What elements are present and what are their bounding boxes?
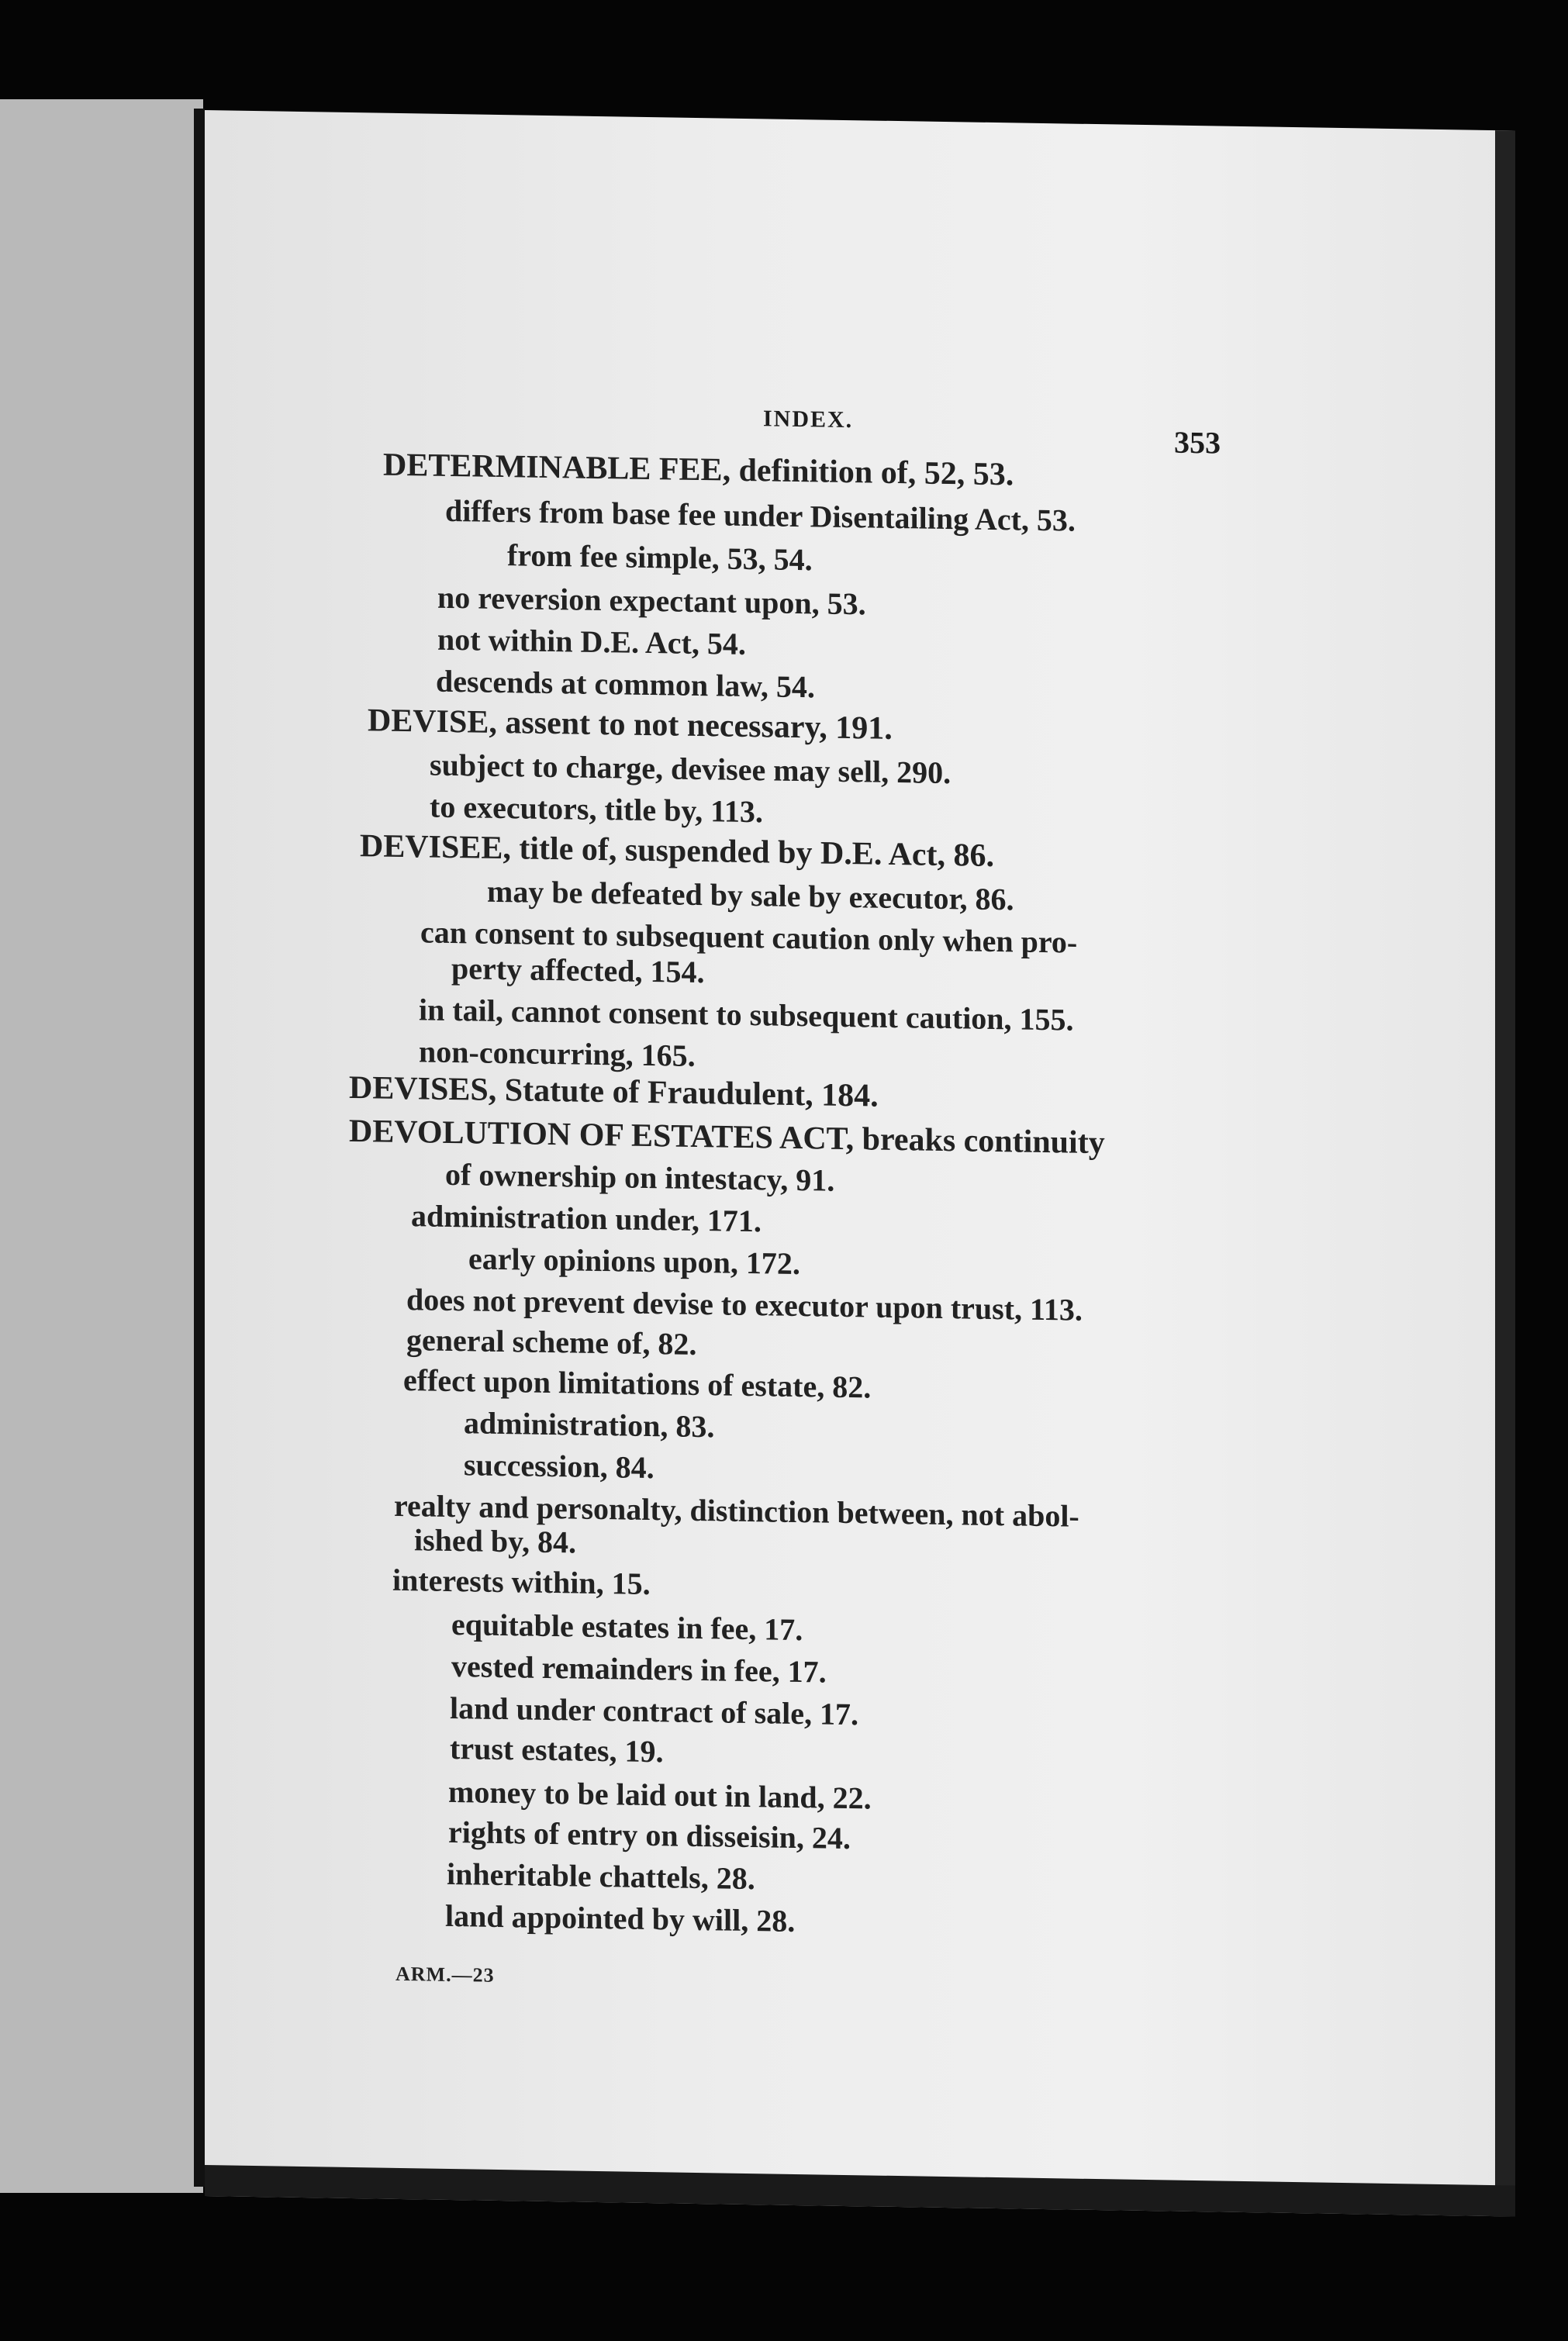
index-subentry: succession, 84. — [464, 1447, 654, 1486]
left-page-margin — [0, 99, 203, 2193]
index-subentry: early opinions upon, 172. — [468, 1241, 800, 1282]
index-subentry: vested remainders in fee, 17. — [451, 1648, 827, 1690]
index-subentry: administration under, 171. — [411, 1198, 762, 1239]
index-subentry: may be defeated by sale by executor, 86. — [487, 873, 1014, 917]
index-subentry: interests within, 15. — [392, 1562, 651, 1602]
index-subentry: equitable estates in fee, 17. — [451, 1606, 803, 1648]
index-subentry: land under contract of sale, 17. — [450, 1690, 859, 1732]
index-subentry: from fee simple, 53, 54. — [507, 537, 813, 578]
index-subentry: descends at common law, 54. — [436, 663, 815, 705]
index-subentry: non-concurring, 165. — [419, 1034, 696, 1073]
index-subentry: realty and personalty, distinction between, not abol- — [394, 1487, 1079, 1534]
index-subentry: subject to charge, devisee may sell, 290. — [430, 747, 952, 791]
index-heading: DEVISE, assent to not necessary, 191. — [368, 703, 893, 747]
index-subentry: ished by, 84. — [414, 1522, 576, 1560]
index-subentry: perty affected, 154. — [451, 950, 705, 990]
index-subentry: trust estates, 19. — [450, 1730, 664, 1770]
index-heading: DEVISEE, title of, suspended by D.E. Act, 86. — [360, 828, 994, 874]
index-subentry: general scheme of, 82. — [406, 1322, 697, 1362]
index-subentry: no reversion expectant upon, 53. — [437, 579, 866, 622]
index-subentry: in tail, cannot consent to subsequent caution, 155. — [419, 992, 1074, 1038]
index-heading: DETERMINABLE FEE, definition of, 52, 53. — [383, 447, 1014, 493]
index-subentry: inheritable chattels, 28. — [447, 1856, 755, 1897]
index-subentry: to executors, title by, 113. — [430, 789, 763, 830]
index-subentry: rights of entry on disseisin, 24. — [448, 1814, 851, 1856]
index-subentry: money to be laid out in land, 22. — [448, 1773, 872, 1816]
index-subentry: differs from base fee under Disentailing Act, 53. — [445, 492, 1076, 538]
index-entries — [205, 110, 1515, 2217]
index-subentry: effect upon limitations of estate, 82. — [403, 1362, 872, 1405]
index-subentry: does not prevent devise to executor upon trust, 113. — [406, 1282, 1083, 1328]
signature-mark: ARM.—23 — [395, 1962, 495, 1987]
index-subentry: administration, 83. — [464, 1405, 715, 1445]
index-heading: DEVISES, Statute of Fraudulent, 184. — [349, 1069, 879, 1114]
index-subentry: can consent to subsequent caution only when pro- — [420, 914, 1078, 960]
index-subentry: land appointed by will, 28. — [445, 1897, 796, 1939]
index-subentry: of ownership on intestacy, 91. — [445, 1156, 835, 1198]
index-subentry: not within D.E. Act, 54. — [437, 621, 746, 661]
page-number: 353 — [1174, 424, 1221, 461]
book-gutter — [194, 109, 205, 2187]
book-page — [205, 110, 1515, 2217]
running-header: INDEX. — [763, 406, 854, 433]
index-heading: DEVOLUTION OF ESTATES ACT, breaks continuity — [349, 1113, 1105, 1162]
